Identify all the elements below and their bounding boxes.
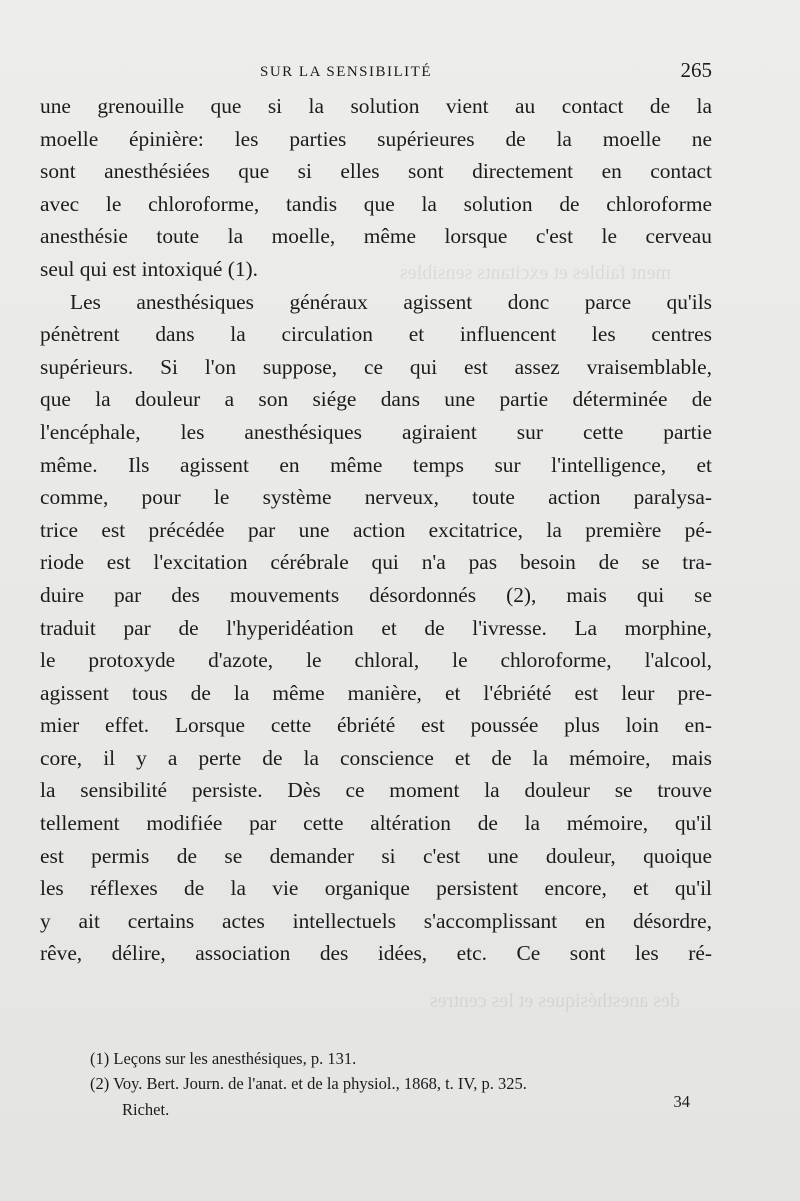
page-number: 265 <box>680 58 712 82</box>
footnote-2: (2) Voy. Bert. Journ. de l'anat. et de la physiol., 1868, t. IV, p. 325. <box>90 1074 527 1093</box>
text-line: tellement modifiée par cette altération de la mémoire, qu'il <box>40 811 712 836</box>
page-header <box>40 58 720 88</box>
text-line: que la douleur a son siége dans une partie déterminée de <box>40 387 712 412</box>
text-line: sont anesthésiées que si elles sont directement en contact <box>40 159 712 184</box>
text-line: l'encéphale, les anesthésiques agiraient sur cette partie <box>40 419 712 444</box>
footnote-1: (1) Leçons sur les anesthésiques, p. 131. <box>90 1049 357 1068</box>
text-line: duire par des mouvements désordonnés (2), mais qui se <box>40 582 712 607</box>
footnotes <box>90 1046 730 1096</box>
text-line: trice est précédée par une action excitatrice, la première pé- <box>40 517 712 542</box>
text-line: est permis de se demander si c'est une douleur, quoique <box>40 843 712 868</box>
text-line: même. Ils agissent en même temps sur l'intelligence, et <box>40 452 712 477</box>
text-line: le protoxyde d'azote, le chloral, le chloroforme, l'alcool, <box>40 648 712 673</box>
text-line: pénètrent dans la circulation et influencent les centres <box>40 322 712 347</box>
show-through-text: ment faibles et excitants sensibles <box>400 262 672 284</box>
text-line: y ait certains actes intellectuels s'accomplissant en désordre, <box>40 908 712 933</box>
text-line: mier effet. Lorsque cette ébriété est poussée plus loin en- <box>40 713 712 738</box>
text-line: riode est l'excitation cérébrale qui n'a pas besoin de se tra- <box>40 550 712 575</box>
text-line: une grenouille que si la solution vient au contact de la <box>40 94 712 118</box>
text-line: la sensibilité persiste. Dès ce moment la douleur se trouve <box>40 778 712 803</box>
show-through-text: des anesthésiques et les centres <box>430 990 680 1012</box>
text-line: avec le chloroforme, tandis que la solution de chloroforme <box>40 191 712 216</box>
text-line: les réflexes de la vie organique persistent encore, et qu'il <box>40 876 712 901</box>
text-line: anesthésie toute la moelle, même lorsque c'est le cerveau <box>40 224 712 249</box>
paragraph-start-line: Les anesthésiques généraux agissent donc parce qu'ils <box>70 289 712 314</box>
text-line: traduit par de l'hyperidéation et de l'ivresse. La morphine, <box>40 615 712 640</box>
printer-signature: Richet. <box>122 1100 170 1119</box>
text-line: comme, pour le système nerveux, toute action paralysa- <box>40 485 712 510</box>
text-line: agissent tous de la même manière, et l'ébriété est leur pre- <box>40 680 712 705</box>
body-text <box>40 90 712 970</box>
running-title: SUR LA SENSIBILITÉ <box>260 64 433 80</box>
text-line: seul qui est intoxiqué (1). <box>40 256 259 281</box>
text-line: supérieurs. Si l'on suppose, ce qui est assez vraisemblable, <box>40 354 712 379</box>
sheet-number: 34 <box>673 1092 690 1111</box>
text-line: moelle épinière: les parties supérieures de la moelle ne <box>40 126 712 151</box>
text-line: core, il y a perte de la conscience et de la mémoire, mais <box>40 745 712 770</box>
text-line: rêve, délire, association des idées, etc. Ce sont les ré- <box>40 941 712 966</box>
